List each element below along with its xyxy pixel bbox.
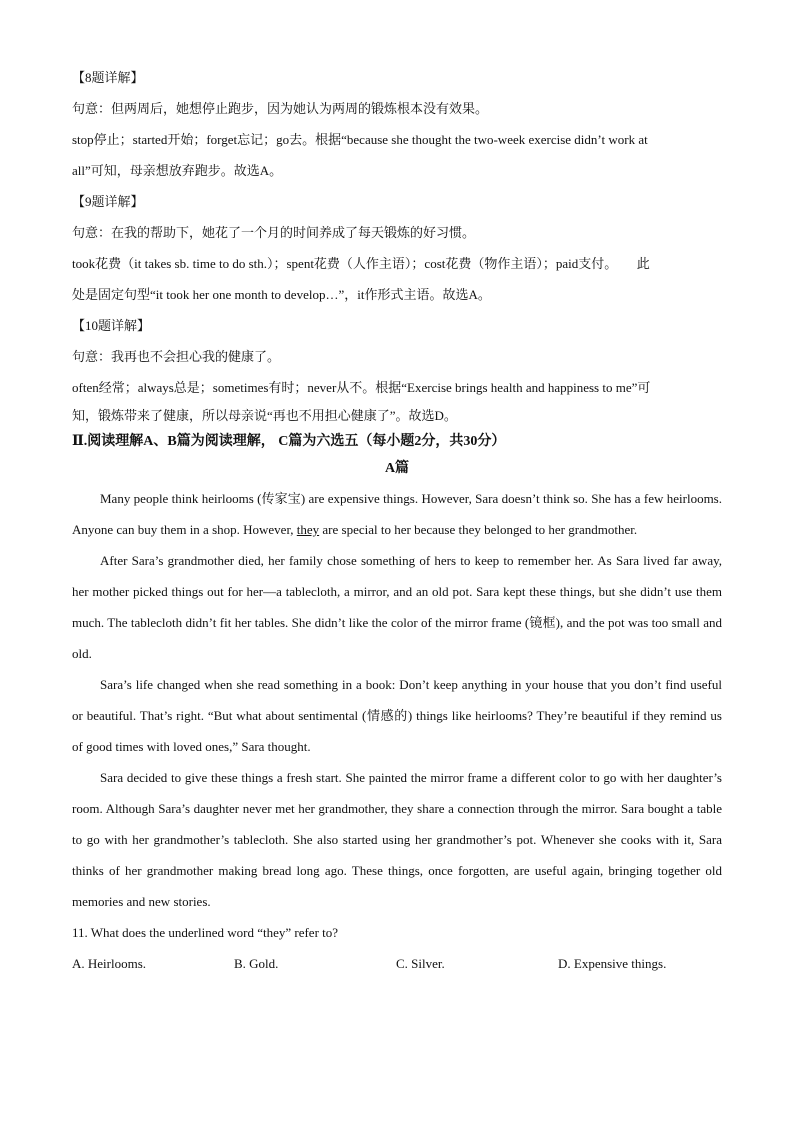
option-d[interactable]: D. Expensive things. (558, 956, 667, 971)
option-c[interactable]: C. Silver. (396, 956, 445, 971)
document-page (72, 62, 722, 979)
question-11-options (72, 948, 722, 979)
q10-analysis-line1: often经常；always总是；sometimes有时；never从不。根据“Exercise brings health and happiness to me”可 (72, 380, 651, 395)
q9-meaning: 句意：在我的帮助下，她花了一个月的时间养成了每天锻炼的好习惯。 (72, 225, 476, 240)
passage-paragraph-4: Sara decided to give these things a fresh start. She painted the mirror frame a different color to go with her daughter’s room. Although Sara’s daughter never met her grandmother, they share a connection through the mirror. Sara bought a table to go with her grandmother’s tablecloth. She also started using her grandmother’s pot. Whenever she cooks with it, Sara thinks of her grandmother making bread long ago. These things, once forgotten, are useful again, bringing together old memories and new stories. (72, 770, 722, 909)
q8-analysis-line1: stop停止；started开始；forget忘记；go去。根据“because she thought the two-week exercise didn’t work at (72, 132, 648, 147)
passage-p1-before: Many people think heirlooms (传家宝) are expensive things. However, Sara doesn’t think so. She has a few heirlooms. Anyone can buy them in a shop. However, (72, 491, 722, 537)
question-11-stem: 11. What does the underlined word “they” refer to? (72, 925, 339, 940)
q9-analysis-line2: 处是固定句型“it took her one month to develop…”，it作形式主语。故选A。 (72, 287, 491, 302)
q8-meaning: 句意：但两周后，她想停止跑步，因为她认为两周的锻炼根本没有效果。 (72, 101, 489, 116)
q10-meaning: 句意：我再也不会担心我的健康了。 (72, 349, 281, 364)
underlined-word-they: they (296, 522, 320, 537)
q9-header: 【9题详解】 (72, 194, 144, 209)
q8-header: 【8题详解】 (72, 70, 144, 85)
passage-paragraph-1 (72, 483, 722, 545)
section-heading: Ⅱ.阅读理解A、B篇为阅读理解， C篇为六选五（每小题2分，共30分） (72, 434, 506, 449)
passage-paragraph-2: After Sara’s grandmother died, her family chose something of hers to keep to remember her. As Sara lived far away, her mother picked things out for her—a tablecloth, a mirror, and an old pot. Sara kept these things, but she didn’t use them much. The tablecloth didn’t fit her tables. She didn’t like the color of the mirror frame (镜框), and the pot was too small and old. (72, 553, 722, 661)
option-b[interactable]: B. Gold. (234, 956, 279, 971)
q9-analysis-line1: took花费（it takes sb. time to do sth.）；spent花费（人作主语）；cost花费（物作主语）；paid支付。 此 (72, 256, 650, 271)
q10-header: 【10题详解】 (72, 318, 151, 333)
passage-title: A篇 (384, 461, 410, 476)
q10-analysis-line2: 知，锻炼带来了健康，所以母亲说“再也不用担心健康了”。故选D。 (72, 408, 457, 423)
passage-p1-after: are special to her because they belonged to her grandmother. (319, 522, 638, 537)
option-a[interactable]: A. Heirlooms. (72, 956, 147, 971)
passage-paragraph-3: Sara’s life changed when she read something in a book: Don’t keep anything in your house that you don’t find useful or beautiful. That’s right. “But what about sentimental (情感的) things like heirlooms? They’re beautiful if they remind us of good times with loved ones,” Sara thought. (72, 677, 722, 754)
q8-analysis-line2: all”可知，母亲想放弃跑步。故选A。 (72, 163, 283, 178)
